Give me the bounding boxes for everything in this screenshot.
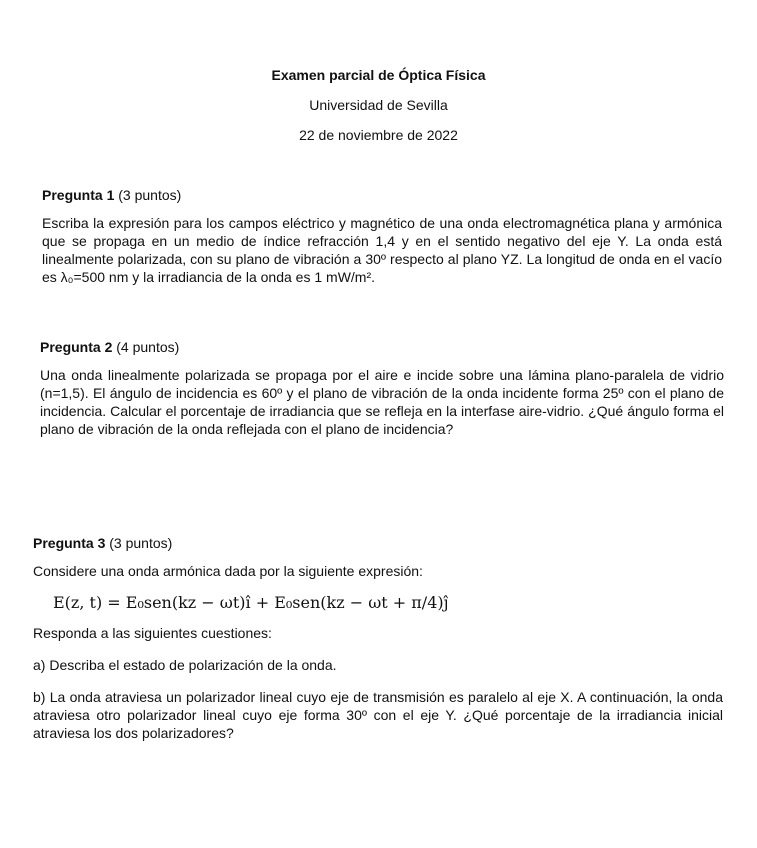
question-2-text: Una onda linealmente polarizada se propaga por el aire e incide sobre una lámina plano-paralela de vidrio (n=1,5). El ángulo de incidencia es 60º y el plano de vibración de la onda incidente forma 25º con el plano de incidencia. Calcular el porcentaje de irradiancia que se refleja en la interfase aire-vidrio. ¿Qué ángulo forma el plano de vibración de la onda reflejada con el plano de incidencia? xyxy=(40,367,724,437)
question-2-heading xyxy=(40,338,724,356)
exam-header xyxy=(0,60,757,150)
university-name: Universidad de Sevilla xyxy=(309,97,448,113)
question-2-label: Pregunta 2 xyxy=(40,339,113,355)
exam-title: Examen parcial de Óptica Física xyxy=(271,67,486,83)
question-3-part-a: a) Describa el estado de polarización de la onda. xyxy=(33,657,337,673)
question-3 xyxy=(33,534,723,742)
question-3-label: Pregunta 3 xyxy=(33,535,106,551)
question-3-points: (3 puntos) xyxy=(109,535,173,551)
question-2-points: (4 puntos) xyxy=(116,339,180,355)
wave-formula: E(z, t) = E₀sen(kz − ωt)î + E₀sen(kz − ωt + π/4)ĵ xyxy=(53,593,449,612)
question-3-intro: Considere una onda armónica dada por la siguiente expresión: xyxy=(33,563,423,579)
question-1-text: Escriba la expresión para los campos eléctrico y magnético de una onda electromagnética plana y armónica que se propaga en un medio de índice refracción 1,4 y en el sentido negativo del eje Y. La onda está linealmente polarizada, con su plano de vibración a 30º respecto al plano YZ. La longitud de onda en el vacío es λ₀=500 nm y la irradiancia de la onda es 1 mW/m². xyxy=(42,215,722,285)
question-1-points: (3 puntos) xyxy=(118,187,182,203)
question-1 xyxy=(42,186,722,286)
question-3-heading xyxy=(33,534,723,552)
question-1-label: Pregunta 1 xyxy=(42,187,115,203)
question-2 xyxy=(40,338,724,438)
question-1-heading xyxy=(42,186,722,204)
question-3-prompt: Responda a las siguientes cuestiones: xyxy=(33,625,272,641)
exam-date: 22 de noviembre de 2022 xyxy=(299,127,458,143)
question-3-part-b: b) La onda atraviesa un polarizador lineal cuyo eje de transmisión es paralelo al eje X. A continuación, la onda atraviesa otro polarizador lineal cuyo eje forma 30º con el eje Y. ¿Qué porcentaje de la irradiancia inicial atraviesa los dos polarizadores? xyxy=(33,689,723,741)
